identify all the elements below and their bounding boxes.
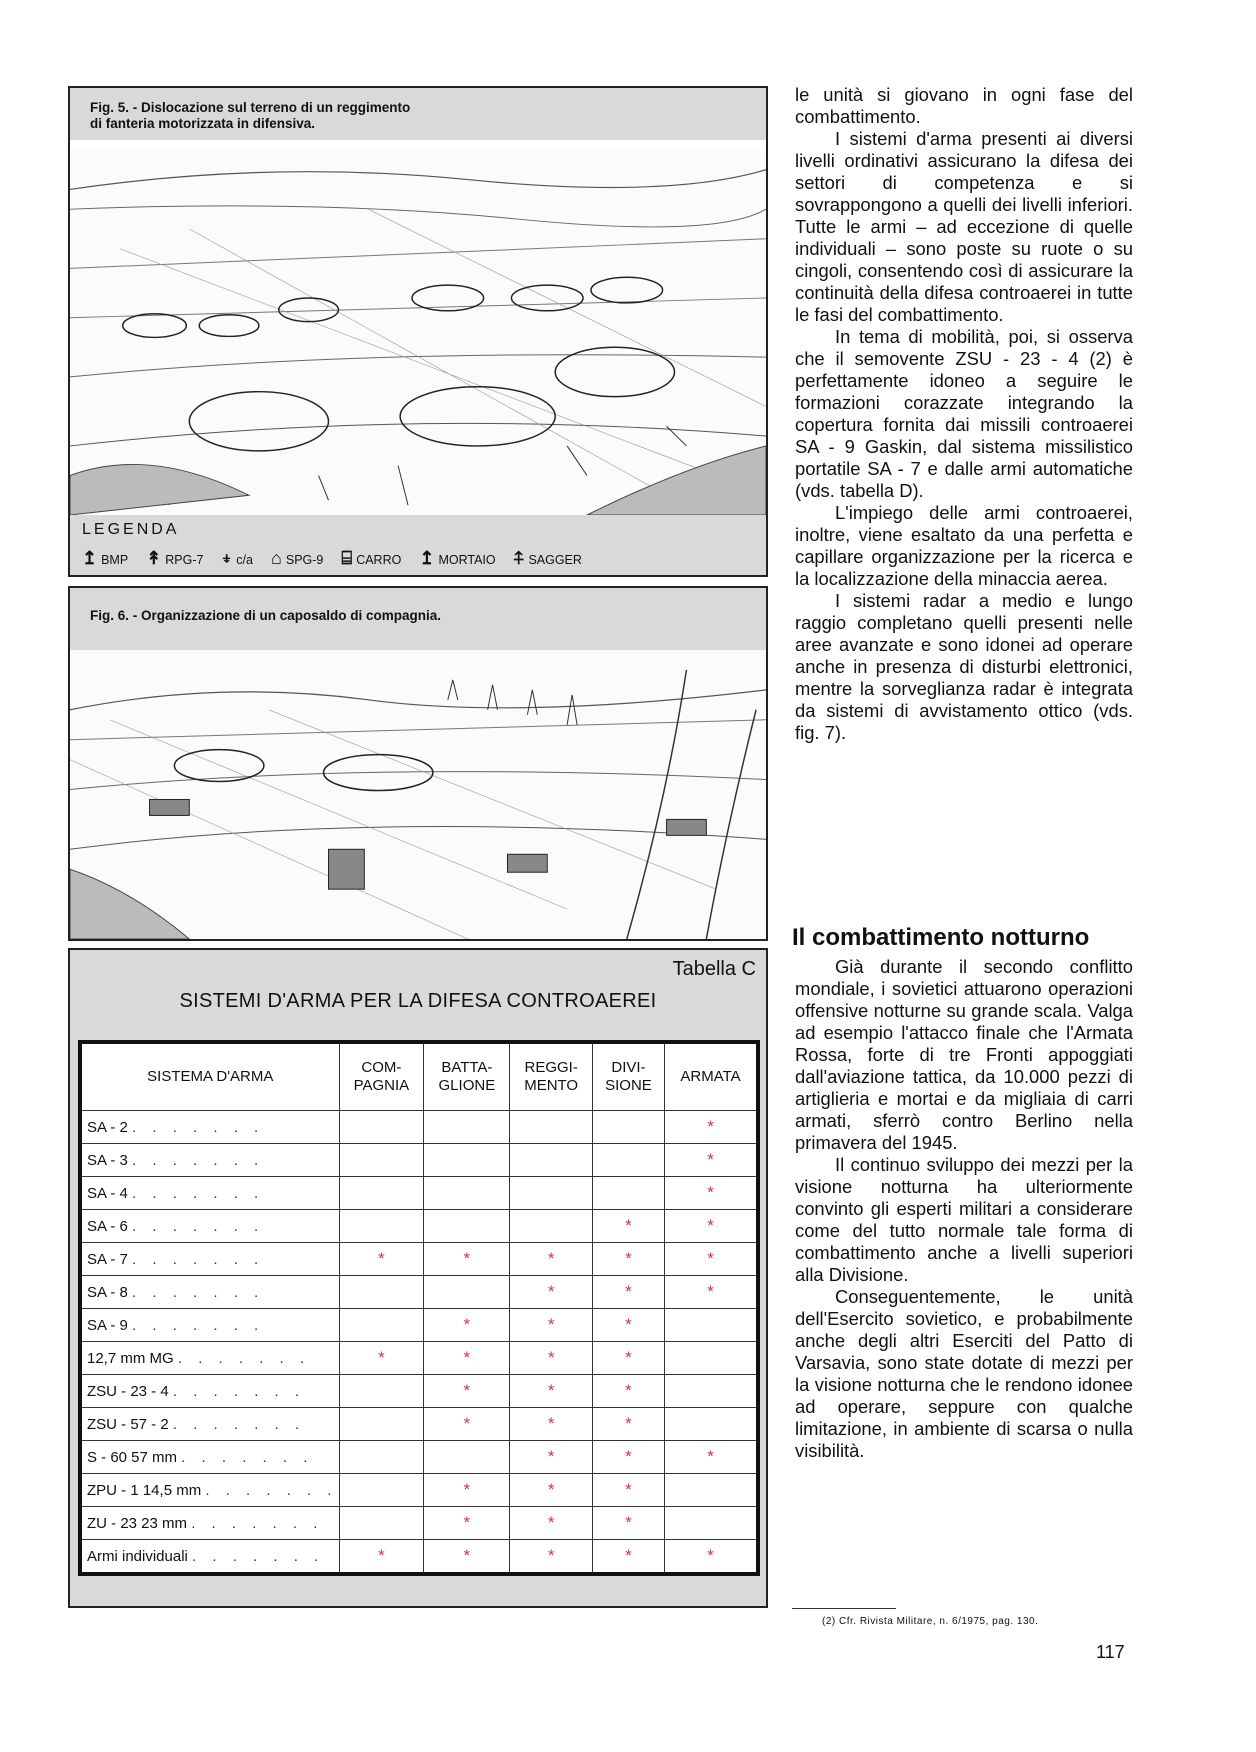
header-reggimento: REGGI- MENTO [510,1042,592,1111]
legend-item-ca [221,549,253,567]
availability-cell [339,1144,424,1177]
footnote: (2) Cfr. Rivista Militare, n. 6/1975, pag. 130. [822,1616,1039,1627]
leader-dots: . . . . . . . [132,1151,265,1169]
table-row [80,1375,758,1408]
table-row [80,1111,758,1144]
spg9-icon: ⌂ [270,548,282,568]
weapon-name-cell [80,1276,339,1309]
legend-label: CARRO [356,553,402,567]
leader-dots: . . . . . . . [191,1514,324,1532]
availability-cell [592,1111,664,1144]
leader-dots: . . . . . . . [205,1481,338,1499]
text-column-top [795,84,1133,744]
weapon-name-cell [80,1474,339,1507]
availability-cell [339,1441,424,1474]
figure-5-caption [70,88,766,140]
availability-cell [339,1309,424,1342]
weapon-name: SA - 2 [87,1118,128,1136]
leader-dots: . . . . . . . [132,1217,265,1235]
availability-cell: * [424,1540,510,1575]
weapon-name: SA - 3 [87,1151,128,1169]
table-body [80,1111,758,1575]
paragraph-8: Conseguentemente, le unità dell'Esercito sovietico, e probabilmente anche degli altri Eserciti del Patto di Varsavia, sono state dotate di mezzi per la visione notturna che le rendono idonee ad operare, seppure con qualche limitazione, in ambiente di scarsa o nulla visibilità. [795,1286,1133,1461]
table-row [80,1408,758,1441]
paragraph-2: I sistemi d'arma presenti ai diversi livelli ordinativi assicurano la difesa dei settori di competenza e si sovrappongono a quelli dei livelli inferiori. Tutte le armi – ad eccezione di quelle individuali – sono poste su ruote o su cingoli, consentendo così di assicurare la continuità della difesa controaerei in tutte le fasi del combattimento. [795,128,1133,325]
leader-dots: . . . . . . . [192,1547,325,1565]
availability-cell [665,1342,758,1375]
paragraph-1: le unità si giovano in ogni fase del combattimento. [795,84,1133,127]
paragraph-6: Già durante il secondo conflitto mondiale, i sovietici attuarono operazioni offensive notturne su grande scala. Valga ad esempio l'attacco finale che l'Armata Rossa, forte di tre Fronti appoggiati dall'aviazione tattica, da 10.000 pezzi di artiglieria e mortai e da migliaia di carri armati, sferrò contro Berlino nella primavera del 1945. [795,956,1133,1153]
weapon-name: Armi individuali [87,1547,188,1565]
figure-6-illustration [70,650,766,939]
availability-cell [665,1474,758,1507]
table-row [80,1507,758,1540]
availability-cell [424,1111,510,1144]
availability-cell: * [424,1408,510,1441]
availability-cell: * [592,1210,664,1243]
weapon-name-cell [80,1540,339,1575]
weapon-name: SA - 9 [87,1316,128,1334]
legend-label: RPG-7 [165,553,204,567]
weapon-name: ZSU - 23 - 4 [87,1382,169,1400]
weapon-name-cell [80,1375,339,1408]
availability-cell [424,1441,510,1474]
weapon-name-cell [80,1210,339,1243]
availability-cell [510,1210,592,1243]
availability-cell: * [510,1309,592,1342]
availability-cell: * [592,1342,664,1375]
legend-item-spg9 [271,549,323,567]
table-row [80,1177,758,1210]
weapon-name-cell [80,1408,339,1441]
availability-cell: * [665,1111,758,1144]
weapon-name: ZU - 23 23 mm [87,1514,188,1532]
availability-cell: * [510,1540,592,1575]
availability-cell: * [592,1408,664,1441]
paragraph-3: In tema di mobilità, poi, si osserva che il semovente ZSU - 23 - 4 (2) è perfettamente idoneo a seguire le formazioni corazzate integrando la copertura fornita dai missili controaerei SA - 9 Gaskin, dal sistema missilistico portatile SA - 7 e dalle armi automatiche (vds. tabella D). [795,326,1133,501]
availability-cell [665,1375,758,1408]
figure-5-legend [70,515,766,575]
leader-dots: . . . . . . . [172,1415,306,1433]
weapon-name-cell [80,1309,339,1342]
legend-item-bmp [82,549,128,567]
weapon-name-cell [80,1507,339,1540]
availability-cell [510,1111,592,1144]
availability-cell: * [424,1474,510,1507]
availability-cell: * [592,1474,664,1507]
availability-cell: * [665,1210,758,1243]
availability-cell: * [665,1540,758,1575]
leader-dots: . . . . . . . [132,1250,265,1268]
header-compagnia: COM- PAGNIA [339,1042,424,1111]
weapon-name: SA - 4 [87,1184,128,1202]
leader-dots: . . . . . . . [181,1448,314,1466]
table-label: Tabella C [672,958,756,980]
figure-5-caption-line1: Fig. 5. - Dislocazione sul terreno di un reggimento [90,100,411,115]
availability-cell: * [665,1177,758,1210]
availability-cell: * [424,1342,510,1375]
availability-cell: * [510,1507,592,1540]
availability-cell [424,1210,510,1243]
weapon-name-cell [80,1342,339,1375]
availability-cell: * [592,1243,664,1276]
availability-cell: * [424,1375,510,1408]
page-number: 117 [1096,1642,1125,1662]
availability-cell: * [592,1276,664,1309]
availability-cell: * [424,1507,510,1540]
availability-cell: * [665,1144,758,1177]
legend-item-carro [341,549,401,567]
weapon-name: S - 60 57 mm [87,1448,178,1466]
table-row [80,1342,758,1375]
rpg7-icon: ↟ [146,548,162,568]
figure-6 [68,586,768,941]
availability-cell [339,1474,424,1507]
weapon-name-cell [80,1144,339,1177]
table-row [80,1210,758,1243]
availability-cell [592,1177,664,1210]
table-c [68,948,768,1608]
leader-dots: . . . . . . . [132,1118,265,1136]
legend-label: MORTAIO [438,553,496,567]
availability-cell [510,1177,592,1210]
availability-cell: * [592,1540,664,1575]
leader-dots: . . . . . . . [132,1184,265,1202]
ca-icon: ⍖ [221,548,233,568]
figure-5-illustration [70,150,766,515]
availability-cell: * [339,1243,424,1276]
header-divisione: DIVI- SIONE [592,1042,664,1111]
legend-item-mortaio [419,549,495,567]
availability-cell [424,1276,510,1309]
availability-cell [339,1276,424,1309]
weapons-table [78,1040,760,1576]
weapon-name: SA - 8 [87,1283,128,1301]
figure-5 [68,86,768,577]
availability-cell: * [592,1507,664,1540]
figure-6-caption [70,588,766,650]
availability-cell: * [665,1276,758,1309]
table-header-row [80,1042,758,1111]
paragraph-7: Il continuo sviluppo dei mezzi per la visione notturna ha ulteriormente convinto gli esperti militari a considerare come del tutto normale tale forma di combattimento anche a livelli superiori alla Divisione. [795,1154,1133,1285]
table-row [80,1441,758,1474]
weapon-name-cell [80,1243,339,1276]
availability-cell [339,1177,424,1210]
legend-label: BMP [101,553,129,567]
mortaio-icon: ↥ [419,548,435,568]
legend-label: c/a [236,553,253,567]
availability-cell [339,1375,424,1408]
availability-cell [339,1408,424,1441]
table-row [80,1276,758,1309]
availability-cell: * [424,1243,510,1276]
leader-dots: . . . . . . . [132,1283,265,1301]
header-armata: ARMATA [665,1042,758,1111]
weapon-name-cell [80,1177,339,1210]
legend-label: SAGGER [528,553,582,567]
paragraph-4: L'impiego delle armi controaerei, inoltre, viene esaltato da una perfetta e capillare organizzazione per la ricerca e la localizzazione della minaccia aerea. [795,502,1133,589]
availability-cell: * [510,1375,592,1408]
weapon-name: SA - 7 [87,1250,128,1268]
carro-icon: ⌸ [341,548,353,568]
availability-cell [665,1507,758,1540]
paragraph-5: I sistemi radar a medio e lungo raggio completano quelli presenti nelle aree avanzate e sono idonei ad operare anche in presenza di disturbi elettronici, mentre la sorveglianza radar è integrata da sistemi di avvistamento ottico (vds. fig. 7). [795,590,1133,743]
availability-cell [665,1408,758,1441]
availability-cell: * [665,1441,758,1474]
availability-cell [665,1309,758,1342]
availability-cell: * [665,1243,758,1276]
legend-item-sagger [514,549,582,567]
availability-cell: * [510,1243,592,1276]
leader-dots: . . . . . . . [172,1382,306,1400]
availability-cell [339,1111,424,1144]
availability-cell: * [592,1441,664,1474]
availability-cell: * [424,1309,510,1342]
table-row [80,1309,758,1342]
weapon-name: ZSU - 57 - 2 [87,1415,169,1433]
figure-6-caption-text: Fig. 6. - Organizzazione di un caposaldo di compagnia. [90,608,442,623]
weapon-name-cell [80,1111,339,1144]
weapon-name: 12,7 mm MG [87,1349,174,1367]
legend-item-rpg7 [146,549,203,567]
legend-items [82,549,754,567]
weapon-name: ZPU - 1 14,5 mm [87,1481,202,1499]
availability-cell [424,1177,510,1210]
weapon-name: SA - 6 [87,1217,128,1235]
availability-cell: * [510,1474,592,1507]
text-column-bottom [795,956,1133,1462]
availability-cell [592,1144,664,1177]
availability-cell: * [510,1276,592,1309]
availability-cell [339,1507,424,1540]
availability-cell: * [592,1375,664,1408]
header-sistema: SISTEMA D'ARMA [80,1042,339,1111]
sagger-icon: ⍏ [513,548,525,568]
table-row [80,1243,758,1276]
availability-cell: * [339,1342,424,1375]
bmp-icon: ↥ [82,548,98,568]
availability-cell [339,1210,424,1243]
table-title: SISTEMI D'ARMA PER LA DIFESA CONTROAEREI [179,990,657,1012]
table-row [80,1474,758,1507]
leader-dots: . . . . . . . [132,1316,265,1334]
availability-cell: * [339,1540,424,1575]
availability-cell [424,1144,510,1177]
availability-cell: * [510,1441,592,1474]
availability-cell: * [510,1408,592,1441]
leader-dots: . . . . . . . [177,1349,311,1367]
header-battaglione: BATTA- GLIONE [424,1042,510,1111]
availability-cell: * [592,1309,664,1342]
legend-title: LEGENDA [82,521,180,538]
footnote-rule [792,1608,896,1609]
availability-cell [510,1144,592,1177]
legend-label: SPG-9 [285,553,324,567]
availability-cell: * [510,1342,592,1375]
section-heading: Il combattimento notturno [792,924,1090,951]
figure-5-caption-line2: di fanteria motorizzata in difensiva. [90,116,316,131]
table-row [80,1540,758,1575]
table-row [80,1144,758,1177]
weapon-name-cell [80,1441,339,1474]
